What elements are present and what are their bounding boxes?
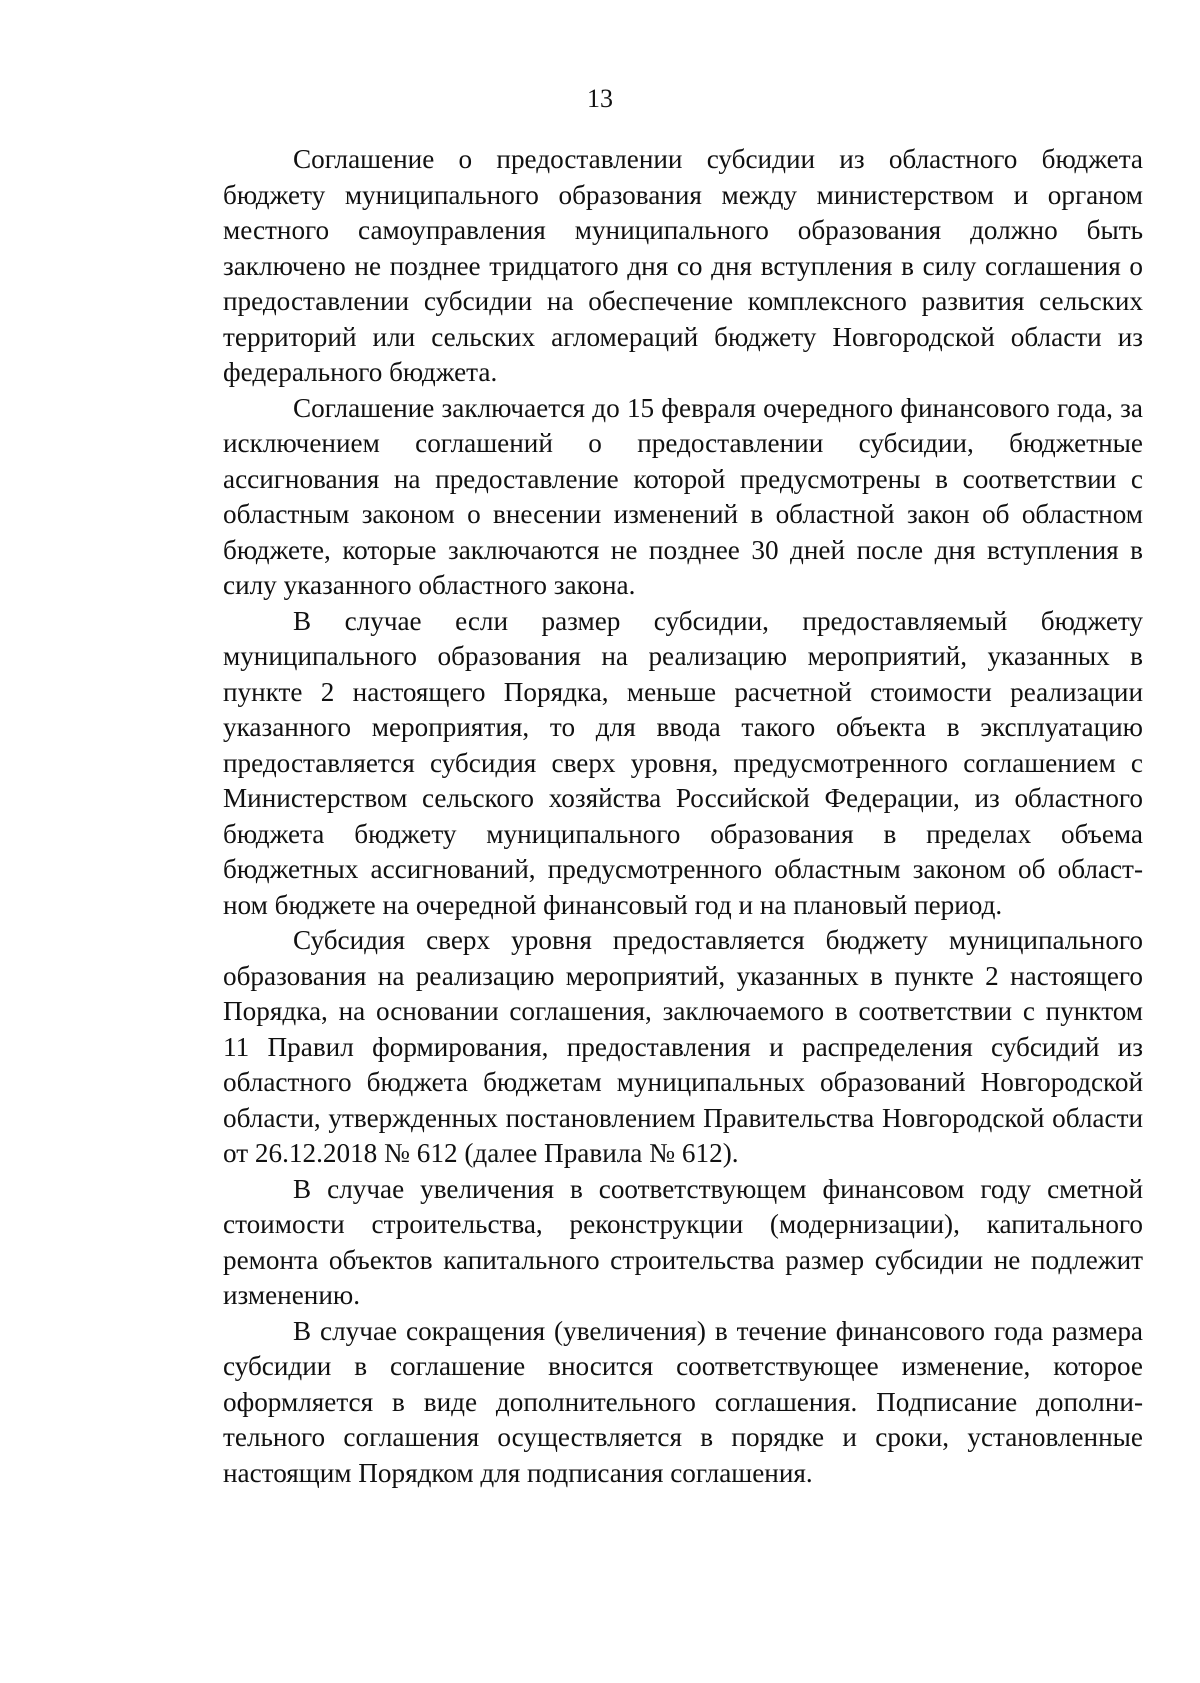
document-body [223,142,1143,1491]
paragraph-cost-increase: В случае увеличения в соответствующем финансовом году сметной стоимости строительства, реконструкции (модернизации), капитального ремонта объектов капитального строительства размер субсидии не подлежит изменению. [223,1173,1143,1310]
paragraph-agreement-deadline: Соглашение о предоставлении субсидии из областного бюджета бюджету муниципального образования между министерством и органом местного самоуправления муниципального образования должно быть заключено не позднее тридцатого дня со дня вступления в силу соглашения о предоставлении субсидии на обеспечение комплексного развития сельских территорий или сельских агломераций бюджету Новгородской области из федерального бюджета. [223,144,1143,387]
paragraph-subsidy-change: В случае сокращения (увеличения) в течение финансового года размера субсидии в соглашение вносится соответствующее изменение, которое оформляется в виде дополнительного соглашения. Подписание дополнительного соглашения осуществляется в порядке и сроки, установленные настоящим Порядком для подписания соглашения. [223,1315,1143,1488]
paragraph-subsidy-insufficient: В случае если размер субсидии, предоставляемый бюджету муниципального образования на реализацию мероприятий, указанных в пункте 2 настоящего Порядка, меньше расчетной стоимости реализации указанного мероприятия, то для ввода такого объекта в эксплуатацию предоставляется субсидия сверх уровня, предусмотренного соглашением с Министерством сельского хозяйства Российской Федерации, из областного бюджета бюджету муниципального образования в пределах объема бюджетных ассигнований, предусмотренного областным законом об областном бюджете на очередной финансовый год и на плановый период. [223,605,1143,920]
page-number: 13 [587,84,613,113]
paragraph-subsidy-above-level: Субсидия сверх уровня предоставляется бюджету муниципального образования на реализацию мероприятий, указанных в пункте 2 настоящего Порядка, на основании соглашения, заключаемого в соответствии с пунктом 11 Правил формирования, предоставления и распределения субсидий из областного бюджета бюджетам муниципальных образований Новгородской области, утвержденных постановлением Правительства Новгородской области от 26.12.2018 № 612 (далее Правила № 612). [223,925,1143,1168]
paragraph-agreement-february: Соглашение заключается до 15 февраля очередного финансового года, за исключением соглашений о предоставлении субсидии, бюджетные ассигнования на предоставление которой предусмотрены в соответствии с областным законом о внесении изменений в областной закон об областном бюджете, которые заключаются не позднее 30 дней после дня вступления в силу указанного областного закона. [223,392,1143,600]
